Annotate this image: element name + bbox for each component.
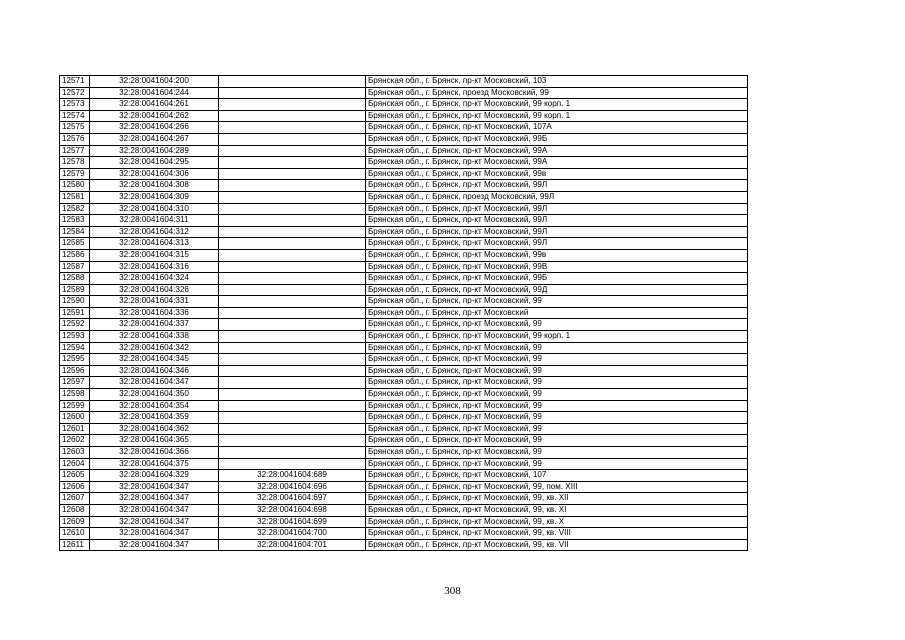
cell-row-number: 12609 bbox=[60, 516, 90, 528]
cell-related-cadastral-number bbox=[219, 238, 366, 250]
cell-row-number: 12592 bbox=[60, 319, 90, 331]
table-row bbox=[60, 226, 748, 238]
cell-address: Брянская обл., г. Брянск, пр-кт Московский, 99 bbox=[366, 412, 748, 424]
cell-cadastral-number: 32:28:0041604:329 bbox=[90, 470, 219, 482]
cell-address: Брянская обл., г. Брянск, пр-кт Московский, 99 bbox=[366, 342, 748, 354]
cell-address: Брянская обл., г. Брянск, пр-кт Московский, 99 bbox=[366, 354, 748, 366]
cell-row-number: 12599 bbox=[60, 400, 90, 412]
cell-cadastral-number: 32:28:0041604:313 bbox=[90, 238, 219, 250]
cell-related-cadastral-number bbox=[219, 249, 366, 261]
table-row bbox=[60, 342, 748, 354]
cell-row-number: 12598 bbox=[60, 389, 90, 401]
cell-row-number: 12608 bbox=[60, 504, 90, 516]
page-number: 308 bbox=[444, 585, 461, 597]
cell-row-number: 12572 bbox=[60, 87, 90, 99]
cell-address: Брянская обл., г. Брянск, пр-кт Московский, 99 bbox=[366, 365, 748, 377]
table-row bbox=[60, 400, 748, 412]
cell-row-number: 12575 bbox=[60, 122, 90, 134]
cell-related-cadastral-number: 32:28:0041604:698 bbox=[219, 504, 366, 516]
cell-cadastral-number: 32:28:0041604:312 bbox=[90, 226, 219, 238]
cell-cadastral-number: 32:28:0041604:316 bbox=[90, 261, 219, 273]
cell-cadastral-number: 32:28:0041604:266 bbox=[90, 122, 219, 134]
cell-address: Брянская обл., г. Брянск, пр-кт Московский, 99 bbox=[366, 296, 748, 308]
cell-related-cadastral-number bbox=[219, 180, 366, 192]
cell-address: Брянская обл., г. Брянск, пр-кт Московский, 99Л bbox=[366, 226, 748, 238]
cell-related-cadastral-number bbox=[219, 122, 366, 134]
cell-cadastral-number: 32:28:0041604:244 bbox=[90, 87, 219, 99]
table-row bbox=[60, 412, 748, 424]
table-row bbox=[60, 249, 748, 261]
cell-related-cadastral-number bbox=[219, 412, 366, 424]
cell-address: Брянская обл., г. Брянск, пр-кт Московский, 99в bbox=[366, 168, 748, 180]
table-row bbox=[60, 528, 748, 540]
cell-address: Брянская обл., г. Брянск, пр-кт Московский, 99, кв. VII bbox=[366, 539, 748, 551]
cell-row-number: 12604 bbox=[60, 458, 90, 470]
cell-related-cadastral-number bbox=[219, 342, 366, 354]
cell-address: Брянская обл., г. Брянск, пр-кт Московский, 99Б bbox=[366, 133, 748, 145]
cell-cadastral-number: 32:28:0041604:342 bbox=[90, 342, 219, 354]
table-row bbox=[60, 435, 748, 447]
cell-related-cadastral-number bbox=[219, 203, 366, 215]
cell-address: Брянская обл., г. Брянск, пр-кт Московский, 99 корп. 1 bbox=[366, 110, 748, 122]
cell-row-number: 12579 bbox=[60, 168, 90, 180]
cell-related-cadastral-number bbox=[219, 215, 366, 227]
table-row bbox=[60, 539, 748, 551]
table-row bbox=[60, 481, 748, 493]
cell-row-number: 12589 bbox=[60, 284, 90, 296]
cell-address: Брянская обл., г. Брянск, пр-кт Московский, 99А bbox=[366, 157, 748, 169]
cell-address: Брянская обл., г. Брянск, пр-кт Московский, 99 корп. 1 bbox=[366, 99, 748, 111]
cell-row-number: 12611 bbox=[60, 539, 90, 551]
cell-related-cadastral-number bbox=[219, 191, 366, 203]
cell-row-number: 12591 bbox=[60, 307, 90, 319]
cell-cadastral-number: 32:28:0041604:326 bbox=[90, 284, 219, 296]
cell-related-cadastral-number bbox=[219, 435, 366, 447]
cell-related-cadastral-number bbox=[219, 458, 366, 470]
cell-related-cadastral-number bbox=[219, 157, 366, 169]
cell-related-cadastral-number bbox=[219, 261, 366, 273]
cell-cadastral-number: 32:28:0041604:324 bbox=[90, 273, 219, 285]
table-row bbox=[60, 238, 748, 250]
cell-related-cadastral-number bbox=[219, 331, 366, 343]
cell-address: Брянская обл., г. Брянск, пр-кт Московский, 99В bbox=[366, 261, 748, 273]
cell-row-number: 12573 bbox=[60, 99, 90, 111]
cell-address: Брянская обл., г. Брянск, пр-кт Московский, 99в bbox=[366, 249, 748, 261]
cell-row-number: 12584 bbox=[60, 226, 90, 238]
cell-cadastral-number: 32:28:0041604:311 bbox=[90, 215, 219, 227]
cell-cadastral-number: 32:28:0041604:261 bbox=[90, 99, 219, 111]
cell-row-number: 12607 bbox=[60, 493, 90, 505]
table-row bbox=[60, 168, 748, 180]
table-row bbox=[60, 470, 748, 482]
cell-related-cadastral-number bbox=[219, 377, 366, 389]
table-row bbox=[60, 377, 748, 389]
table-row bbox=[60, 458, 748, 470]
cell-row-number: 12603 bbox=[60, 447, 90, 459]
cell-cadastral-number: 32:28:0041604:310 bbox=[90, 203, 219, 215]
table-row bbox=[60, 284, 748, 296]
cell-cadastral-number: 32:28:0041604:295 bbox=[90, 157, 219, 169]
cell-address: Брянская обл., г. Брянск, пр-кт Московский bbox=[366, 307, 748, 319]
cell-related-cadastral-number: 32:28:0041604:689 bbox=[219, 470, 366, 482]
cell-related-cadastral-number: 32:28:0041604:700 bbox=[219, 528, 366, 540]
cell-related-cadastral-number bbox=[219, 307, 366, 319]
cell-related-cadastral-number bbox=[219, 365, 366, 377]
cell-cadastral-number: 32:28:0041604:200 bbox=[90, 76, 219, 88]
cell-related-cadastral-number bbox=[219, 423, 366, 435]
cell-address: Брянская обл., г. Брянск, пр-кт Московский, 99, пом. XIII bbox=[366, 481, 748, 493]
cell-address: Брянская обл., г. Брянск, пр-кт Московский, 99 bbox=[366, 319, 748, 331]
cell-address: Брянская обл., г. Брянск, пр-кт Московский, 99 корп. 1 bbox=[366, 331, 748, 343]
cell-row-number: 12576 bbox=[60, 133, 90, 145]
cell-cadastral-number: 32:28:0041604:347 bbox=[90, 528, 219, 540]
cell-related-cadastral-number bbox=[219, 145, 366, 157]
table-row bbox=[60, 180, 748, 192]
cell-row-number: 12587 bbox=[60, 261, 90, 273]
cell-address: Брянская обл., г. Брянск, пр-кт Московский, 99Л bbox=[366, 215, 748, 227]
cell-related-cadastral-number bbox=[219, 273, 366, 285]
table-row bbox=[60, 110, 748, 122]
cell-related-cadastral-number bbox=[219, 99, 366, 111]
cell-address: Брянская обл., г. Брянск, проезд Московский, 99Л bbox=[366, 191, 748, 203]
cell-cadastral-number: 32:28:0041604:366 bbox=[90, 447, 219, 459]
cell-related-cadastral-number bbox=[219, 168, 366, 180]
cell-row-number: 12571 bbox=[60, 76, 90, 88]
table-row bbox=[60, 99, 748, 111]
table-row bbox=[60, 215, 748, 227]
cell-row-number: 12580 bbox=[60, 180, 90, 192]
table-row bbox=[60, 145, 748, 157]
cell-address: Брянская обл., г. Брянск, пр-кт Московский, 99 bbox=[366, 377, 748, 389]
cell-cadastral-number: 32:28:0041604:267 bbox=[90, 133, 219, 145]
cell-address: Брянская обл., г. Брянск, пр-кт Московский, 99Л bbox=[366, 238, 748, 250]
cell-cadastral-number: 32:28:0041604:308 bbox=[90, 180, 219, 192]
cell-address: Брянская обл., г. Брянск, пр-кт Московский, 99, кв. XII bbox=[366, 493, 748, 505]
table-body bbox=[60, 76, 748, 551]
cell-address: Брянская обл., г. Брянск, пр-кт Московский, 99Л bbox=[366, 180, 748, 192]
cell-row-number: 12594 bbox=[60, 342, 90, 354]
table-row bbox=[60, 354, 748, 366]
property-registry-table bbox=[59, 75, 748, 551]
cell-related-cadastral-number bbox=[219, 296, 366, 308]
cell-address: Брянская обл., г. Брянск, пр-кт Московский, 103 bbox=[366, 76, 748, 88]
table-row bbox=[60, 122, 748, 134]
table-row bbox=[60, 504, 748, 516]
cell-row-number: 12581 bbox=[60, 191, 90, 203]
table-row bbox=[60, 87, 748, 99]
cell-address: Брянская обл., г. Брянск, пр-кт Московский, 99 bbox=[366, 389, 748, 401]
cell-cadastral-number: 32:28:0041604:331 bbox=[90, 296, 219, 308]
cell-row-number: 12600 bbox=[60, 412, 90, 424]
table-row bbox=[60, 365, 748, 377]
table-row bbox=[60, 493, 748, 505]
cell-related-cadastral-number bbox=[219, 354, 366, 366]
cell-row-number: 12588 bbox=[60, 273, 90, 285]
cell-cadastral-number: 32:28:0041604:347 bbox=[90, 539, 219, 551]
cell-row-number: 12610 bbox=[60, 528, 90, 540]
cell-address: Брянская обл., г. Брянск, пр-кт Московский, 107 bbox=[366, 470, 748, 482]
cell-row-number: 12595 bbox=[60, 354, 90, 366]
cell-related-cadastral-number bbox=[219, 400, 366, 412]
cell-address: Брянская обл., г. Брянск, проезд Московский, 99 bbox=[366, 87, 748, 99]
cell-cadastral-number: 32:28:0041604:345 bbox=[90, 354, 219, 366]
table-row bbox=[60, 76, 748, 88]
cell-cadastral-number: 32:28:0041604:336 bbox=[90, 307, 219, 319]
cell-related-cadastral-number: 32:28:0041604:696 bbox=[219, 481, 366, 493]
cell-address: Брянская обл., г. Брянск, пр-кт Московский, 99 bbox=[366, 435, 748, 447]
cell-address: Брянская обл., г. Брянск, пр-кт Московский, 99, кв. VIII bbox=[366, 528, 748, 540]
cell-cadastral-number: 32:28:0041604:347 bbox=[90, 493, 219, 505]
cell-address: Брянская обл., г. Брянск, пр-кт Московский, 99Б bbox=[366, 273, 748, 285]
cell-related-cadastral-number bbox=[219, 447, 366, 459]
cell-cadastral-number: 32:28:0041604:347 bbox=[90, 377, 219, 389]
cell-cadastral-number: 32:28:0041604:309 bbox=[90, 191, 219, 203]
cell-related-cadastral-number: 32:28:0041604:697 bbox=[219, 493, 366, 505]
cell-cadastral-number: 32:28:0041604:262 bbox=[90, 110, 219, 122]
cell-row-number: 12601 bbox=[60, 423, 90, 435]
cell-cadastral-number: 32:28:0041604:347 bbox=[90, 504, 219, 516]
cell-address: Брянская обл., г. Брянск, пр-кт Московский, 99Л bbox=[366, 203, 748, 215]
cell-cadastral-number: 32:28:0041604:306 bbox=[90, 168, 219, 180]
table-row bbox=[60, 516, 748, 528]
table-row bbox=[60, 447, 748, 459]
cell-address: Брянская обл., г. Брянск, пр-кт Московский, 99Д bbox=[366, 284, 748, 296]
cell-row-number: 12590 bbox=[60, 296, 90, 308]
cell-row-number: 12586 bbox=[60, 249, 90, 261]
cell-cadastral-number: 32:28:0041604:346 bbox=[90, 365, 219, 377]
cell-cadastral-number: 32:28:0041604:315 bbox=[90, 249, 219, 261]
cell-related-cadastral-number bbox=[219, 226, 366, 238]
cell-address: Брянская обл., г. Брянск, пр-кт Московский, 99 bbox=[366, 423, 748, 435]
cell-cadastral-number: 32:28:0041604:375 bbox=[90, 458, 219, 470]
cell-cadastral-number: 32:28:0041604:354 bbox=[90, 400, 219, 412]
cell-row-number: 12593 bbox=[60, 331, 90, 343]
cell-cadastral-number: 32:28:0041604:350 bbox=[90, 389, 219, 401]
cell-row-number: 12583 bbox=[60, 215, 90, 227]
table-row bbox=[60, 423, 748, 435]
table-row bbox=[60, 296, 748, 308]
cell-row-number: 12606 bbox=[60, 481, 90, 493]
cell-address: Брянская обл., г. Брянск, пр-кт Московский, 99А bbox=[366, 145, 748, 157]
cell-related-cadastral-number bbox=[219, 87, 366, 99]
cell-related-cadastral-number bbox=[219, 319, 366, 331]
cell-related-cadastral-number bbox=[219, 389, 366, 401]
cell-row-number: 12602 bbox=[60, 435, 90, 447]
cell-row-number: 12596 bbox=[60, 365, 90, 377]
table-row bbox=[60, 319, 748, 331]
cell-row-number: 12574 bbox=[60, 110, 90, 122]
cell-related-cadastral-number: 32:28:0041604:699 bbox=[219, 516, 366, 528]
table-row bbox=[60, 157, 748, 169]
cell-address: Брянская обл., г. Брянск, пр-кт Московский, 99 bbox=[366, 458, 748, 470]
cell-cadastral-number: 32:28:0041604:347 bbox=[90, 481, 219, 493]
cell-row-number: 12577 bbox=[60, 145, 90, 157]
cell-cadastral-number: 32:28:0041604:365 bbox=[90, 435, 219, 447]
cell-related-cadastral-number bbox=[219, 110, 366, 122]
table-row bbox=[60, 307, 748, 319]
table-row bbox=[60, 191, 748, 203]
table-row bbox=[60, 273, 748, 285]
cell-related-cadastral-number: 32:28:0041604:701 bbox=[219, 539, 366, 551]
cell-row-number: 12605 bbox=[60, 470, 90, 482]
cell-cadastral-number: 32:28:0041604:362 bbox=[90, 423, 219, 435]
cell-related-cadastral-number bbox=[219, 76, 366, 88]
cell-cadastral-number: 32:28:0041604:359 bbox=[90, 412, 219, 424]
table-row bbox=[60, 261, 748, 273]
cell-cadastral-number: 32:28:0041604:347 bbox=[90, 516, 219, 528]
cell-related-cadastral-number bbox=[219, 133, 366, 145]
cell-row-number: 12578 bbox=[60, 157, 90, 169]
cell-address: Брянская обл., г. Брянск, пр-кт Московский, 107А bbox=[366, 122, 748, 134]
cell-row-number: 12582 bbox=[60, 203, 90, 215]
cell-related-cadastral-number bbox=[219, 284, 366, 296]
cell-address: Брянская обл., г. Брянск, пр-кт Московский, 99, кв. XI bbox=[366, 504, 748, 516]
cell-row-number: 12597 bbox=[60, 377, 90, 389]
table-row bbox=[60, 331, 748, 343]
table-row bbox=[60, 389, 748, 401]
table-row bbox=[60, 203, 748, 215]
cell-cadastral-number: 32:28:0041604:289 bbox=[90, 145, 219, 157]
cell-address: Брянская обл., г. Брянск, пр-кт Московский, 99, кв. X bbox=[366, 516, 748, 528]
cell-address: Брянская обл., г. Брянск, пр-кт Московский, 99 bbox=[366, 400, 748, 412]
cell-cadastral-number: 32:28:0041604:338 bbox=[90, 331, 219, 343]
table-row bbox=[60, 133, 748, 145]
cell-address: Брянская обл., г. Брянск, пр-кт Московский, 99 bbox=[366, 447, 748, 459]
cell-cadastral-number: 32:28:0041604:337 bbox=[90, 319, 219, 331]
cell-row-number: 12585 bbox=[60, 238, 90, 250]
